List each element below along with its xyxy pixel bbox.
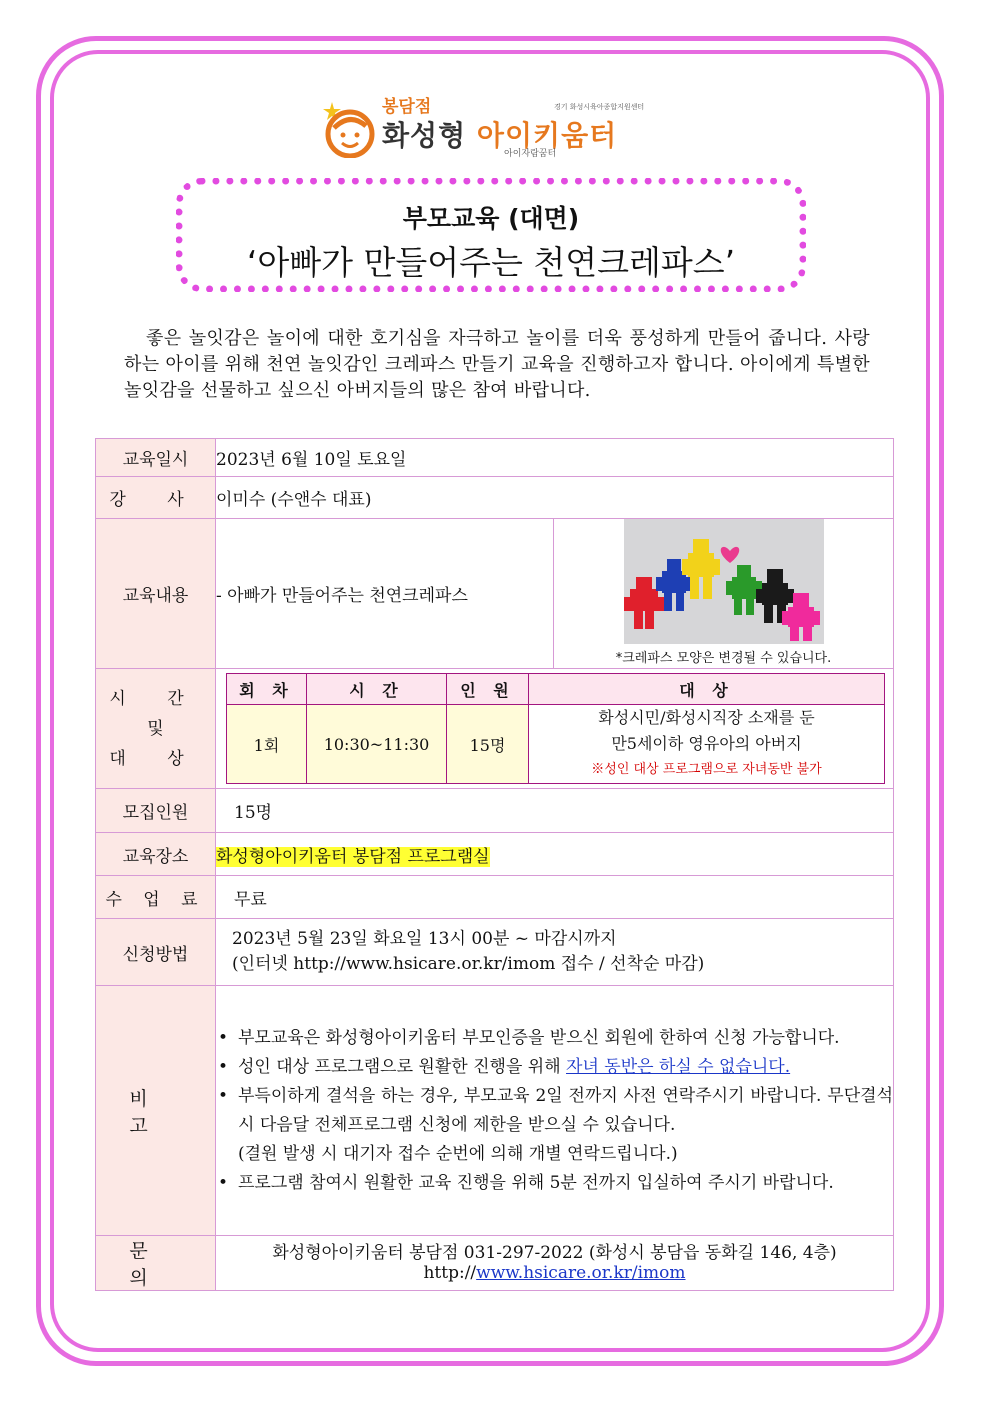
- apply-value: [216, 919, 894, 986]
- child-face-icon: [320, 102, 378, 158]
- content-value: - 아빠가 만들어주는 천연크레파스: [216, 519, 554, 669]
- header-count: 인 원: [447, 674, 529, 705]
- logo-name-part3: 키움터: [533, 119, 618, 152]
- remarks-label: 비 고: [96, 986, 216, 1236]
- title-box: [176, 178, 806, 292]
- content-label: 교육내용: [96, 519, 216, 669]
- fee-label: 수 업 료: [96, 876, 216, 919]
- logo-name-part2: 아이: [476, 119, 534, 152]
- logo-center-name: 경기 화성시육아종합지원센터: [554, 103, 645, 111]
- time-value: 10:30~11:30: [307, 705, 447, 784]
- remark-item-2: • 성인 대상 프로그램으로 원활한 진행을 위해 자녀 동반은 하실 수 없습니다.: [216, 1053, 893, 1082]
- remark-item-1: • 부모교육은 화성형아이키움터 부모인증을 받으신 회원에 한하여 신청 가능합니다.: [216, 1024, 893, 1053]
- contact-label: 문 의: [96, 1236, 216, 1291]
- lecturer-label: 강 사: [96, 477, 216, 519]
- photo-caption: *크레파스 모양은 변경될 수 있습니다.: [615, 651, 832, 666]
- schedule-cell: [216, 669, 894, 789]
- logo: [318, 92, 678, 162]
- header-target: 대 상: [529, 674, 885, 705]
- contact-line1: 화성형아이키움터 봉담점 031-297-2022 (화성시 봉담읍 동화길 146, 4층): [272, 1243, 837, 1263]
- session-value: 1회: [227, 705, 307, 784]
- header-time: 시 간: [307, 674, 447, 705]
- lecturer-value: 이미수 (수앤수 대표): [216, 477, 894, 519]
- logo-subtitle: 아이자람꿈터: [504, 149, 557, 159]
- remark-item-4: • 프로그램 참여시 원활한 교육 진행을 위해 5분 전까지 입실하여 주시기 바랍니다.: [216, 1169, 893, 1198]
- intro-paragraph: 좋은 놀잇감은 놀이에 대한 호기심을 자극하고 놀이를 더욱 풍성하게 만들어 줍니다. 사랑하는 아이를 위해 천연 놀잇감인 크레파스 만들기 교육을 진행하고자 합니다. 아이에게 특별한 놀잇감을 선물하고 싶으신 아버지들의 많은 참여 바랍니다.: [124, 328, 870, 401]
- target-note: ※성인 대상 프로그램으로 자녀동반 불가: [591, 762, 822, 777]
- apply-line2: (인터넷 http://www.hsicare.or.kr/imom 접수 / 선착순 마감): [232, 954, 705, 974]
- count-value: 15명: [447, 705, 529, 784]
- recruit-label: 모집인원: [96, 789, 216, 833]
- logo-name: [382, 114, 617, 154]
- fee-value: 무료: [216, 876, 894, 919]
- crayon-figures-image: [624, 519, 824, 644]
- schedule-table: [226, 673, 885, 784]
- date-value: 2023년 6월 10일 토요일: [216, 439, 894, 477]
- info-table: [95, 438, 894, 1291]
- apply-line1: 2023년 5월 23일 화요일 13시 00분 ~ 마감시까지: [232, 929, 617, 949]
- target-value: 화성시민/화성시직장 소재를 둔 만5세이하 영유아의 아버지 ※성인 대상 프로그램으로 자녀동반 불가: [529, 705, 885, 784]
- recruit-value: 15명: [216, 789, 894, 833]
- content-photo-cell: [554, 519, 894, 669]
- place-value: 화성형아이키움터 봉담점 프로그램실: [216, 833, 894, 876]
- website-link[interactable]: www.hsicare.or.kr/imom: [476, 1263, 686, 1283]
- logo-name-part1: 화성형: [382, 119, 477, 152]
- logo-branch: 봉담점: [382, 97, 432, 117]
- schedule-label: 시 간 및 대 상: [96, 669, 216, 789]
- crayon-photo: [624, 519, 824, 644]
- apply-label: 신청방법: [96, 919, 216, 986]
- place-label: 교육장소: [96, 833, 216, 876]
- date-label: 교육일시: [96, 439, 216, 477]
- remark-item-3: • 부득이하게 결석을 하는 경우, 부모교육 2일 전까지 사전 연락주시기 바랍니다. 무단결석 시 다음달 전체프로그램 신청에 제한을 받으실 수 있습니다. (결원 발생 시 대기자 접수 순번에 의해 개별 연락드립니다.): [216, 1082, 893, 1169]
- remarks-list: [216, 986, 894, 1236]
- title-line1: 부모교육 (대면): [402, 204, 580, 233]
- title-line2: ‘아빠가 만들어주는 천연크레파스’: [246, 243, 736, 282]
- contact-value: [216, 1236, 894, 1291]
- contact-line2: http://www.hsicare.or.kr/imom: [423, 1263, 686, 1283]
- header-session: 회 차: [227, 674, 307, 705]
